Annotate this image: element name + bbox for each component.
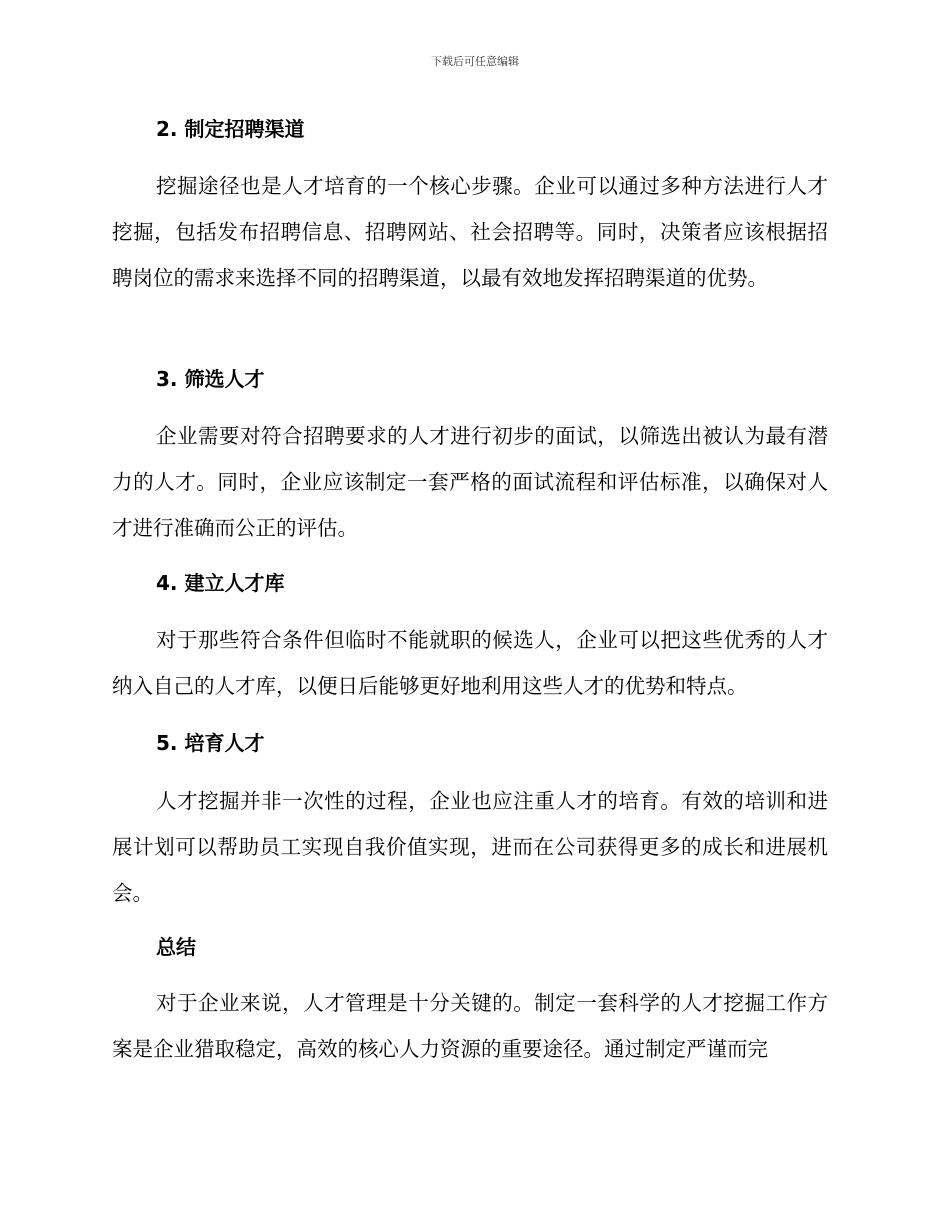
section-heading-talent-pool: 4. 建立人才库 xyxy=(156,571,285,595)
section-heading-channels: 2. 制定招聘渠道 xyxy=(156,117,305,141)
section-paragraph-screening: 企业需要对符合招聘要求的人才进行初步的面试，以筛选出被认为最有潜力的人才。同时，企业应该制定一套严格的面试流程和评估标准，以确保对人才进行准确而公正的评估。 xyxy=(112,424,828,540)
page-header: 下载后可任意编辑 xyxy=(431,55,519,68)
section-paragraph-summary: 对于企业来说，人才管理是十分关键的。制定一套科学的人才挖掘工作方案是企业猎取稳定，高效的核心人力资源的重要途径。通过制定严谨而完 xyxy=(112,991,828,1061)
section-paragraph-talent-pool: 对于那些符合条件但临时不能就职的候选人，企业可以把这些优秀的人才纳入自己的人才库，以便日后能够更好地利用这些人才的优势和特点。 xyxy=(112,628,828,698)
section-paragraph-channels: 挖掘途径也是人才培育的一个核心步骤。企业可以通过多种方法进行人才挖掘，包括发布招聘信息、招聘网站、社会招聘等。同时，决策者应该根据招聘岗位的需求来选择不同的招聘渠道，以最有效地发挥招聘渠道的优势。 xyxy=(112,174,828,290)
section-paragraph-development: 人才挖掘并非一次性的过程，企业也应注重人才的培育。有效的培训和进展计划可以帮助员工实现自我价值实现，进而在公司获得更多的成长和进展机会。 xyxy=(112,789,828,905)
section-heading-development: 5. 培育人才 xyxy=(156,731,265,755)
section-heading-summary: 总结 xyxy=(156,935,196,959)
section-heading-screening: 3. 筛选人才 xyxy=(156,367,265,391)
